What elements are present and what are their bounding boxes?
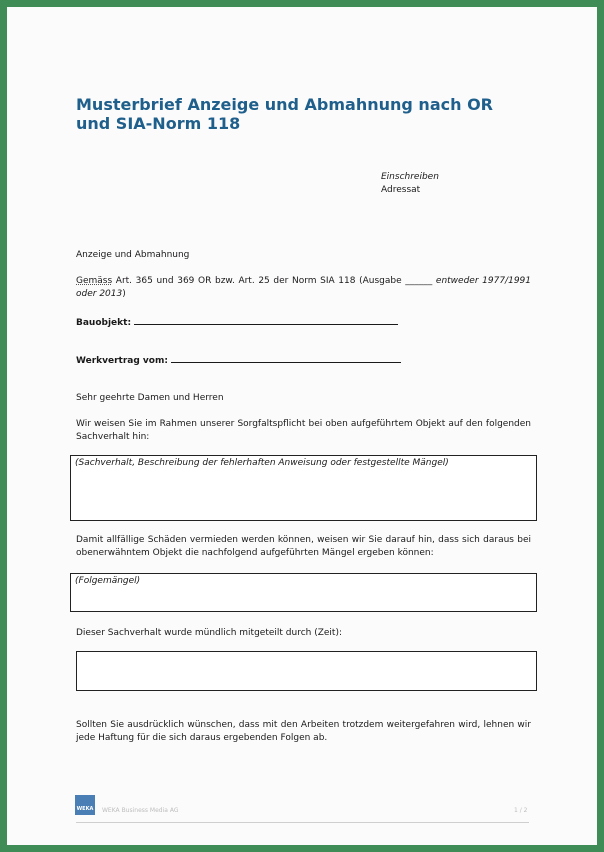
legal-basis-word: Gemäss [76,276,113,286]
zeit-value [77,652,536,654]
zeit-box[interactable] [76,651,537,691]
logo-text: WEKA [76,806,94,812]
sachverhalt-placeholder: (Sachverhalt, Beschreibung der fehlerhaften Anweisung oder festgestellte Mängel) [75,458,449,468]
legal-basis [76,275,531,301]
recipient-block [381,171,439,197]
werkvertrag-field[interactable] [171,352,401,363]
title-line-1: Musterbrief Anzeige und Abmahnung nach OR [76,95,493,114]
salutation: Sehr geehrte Damen und Herren [76,393,224,403]
werkvertrag-row [76,352,401,368]
paragraph-4: Sollten Sie ausdrücklich wünschen, dass mit den Arbeiten trotzdem weitergefahren wird, lehnen wir jede Haftung für die sich daraus ergebenden Folgen ab. [76,720,531,743]
weka-logo [75,795,95,815]
bauobjekt-label: Bauobjekt: [76,318,132,328]
footer-divider [76,822,529,823]
folgemaengel-box[interactable] [70,573,537,612]
addressee: Adressat [381,185,421,195]
bauobjekt-field[interactable] [134,314,398,325]
folgemaengel-placeholder: (Folgemängel) [75,576,141,586]
paragraph-1: Wir weisen Sie im Rahmen unserer Sorgfaltspflicht bei oben aufgeführtem Objekt auf den folgenden Sachverhalt hin: [76,419,531,442]
delivery-method: Einschreiben [381,172,439,182]
legal-basis-text: Art. 365 und 369 OR bzw. Art. 25 der Norm SIA 118 (Ausgabe ______ [112,276,436,286]
footer-page-number: 1 / 2 [514,807,528,814]
legal-basis-close: ) [122,289,126,299]
document-page [7,7,597,845]
bauobjekt-row [76,314,398,330]
title-line-2: und SIA-Norm 118 [76,114,241,133]
paragraph-2: Damit allfällige Schäden vermieden werden können, weisen wir Sie darauf hin, dass sich daraus bei obenerwähntem Objekt die nachfolgend aufgeführten Mängel ergeben können: [76,535,531,558]
paragraph-3: Dieser Sachverhalt wurde mündlich mitgeteilt durch (Zeit): [76,628,342,638]
sachverhalt-box[interactable] [70,455,537,521]
werkvertrag-label: Werkvertrag vom: [76,356,168,366]
subject-line: Anzeige und Abmahnung [76,250,190,260]
footer-company: WEKA Business Media AG [102,807,179,814]
legal-basis-option: entweder 1977/1991 oder 2013 [76,276,531,299]
document-title [76,95,536,133]
